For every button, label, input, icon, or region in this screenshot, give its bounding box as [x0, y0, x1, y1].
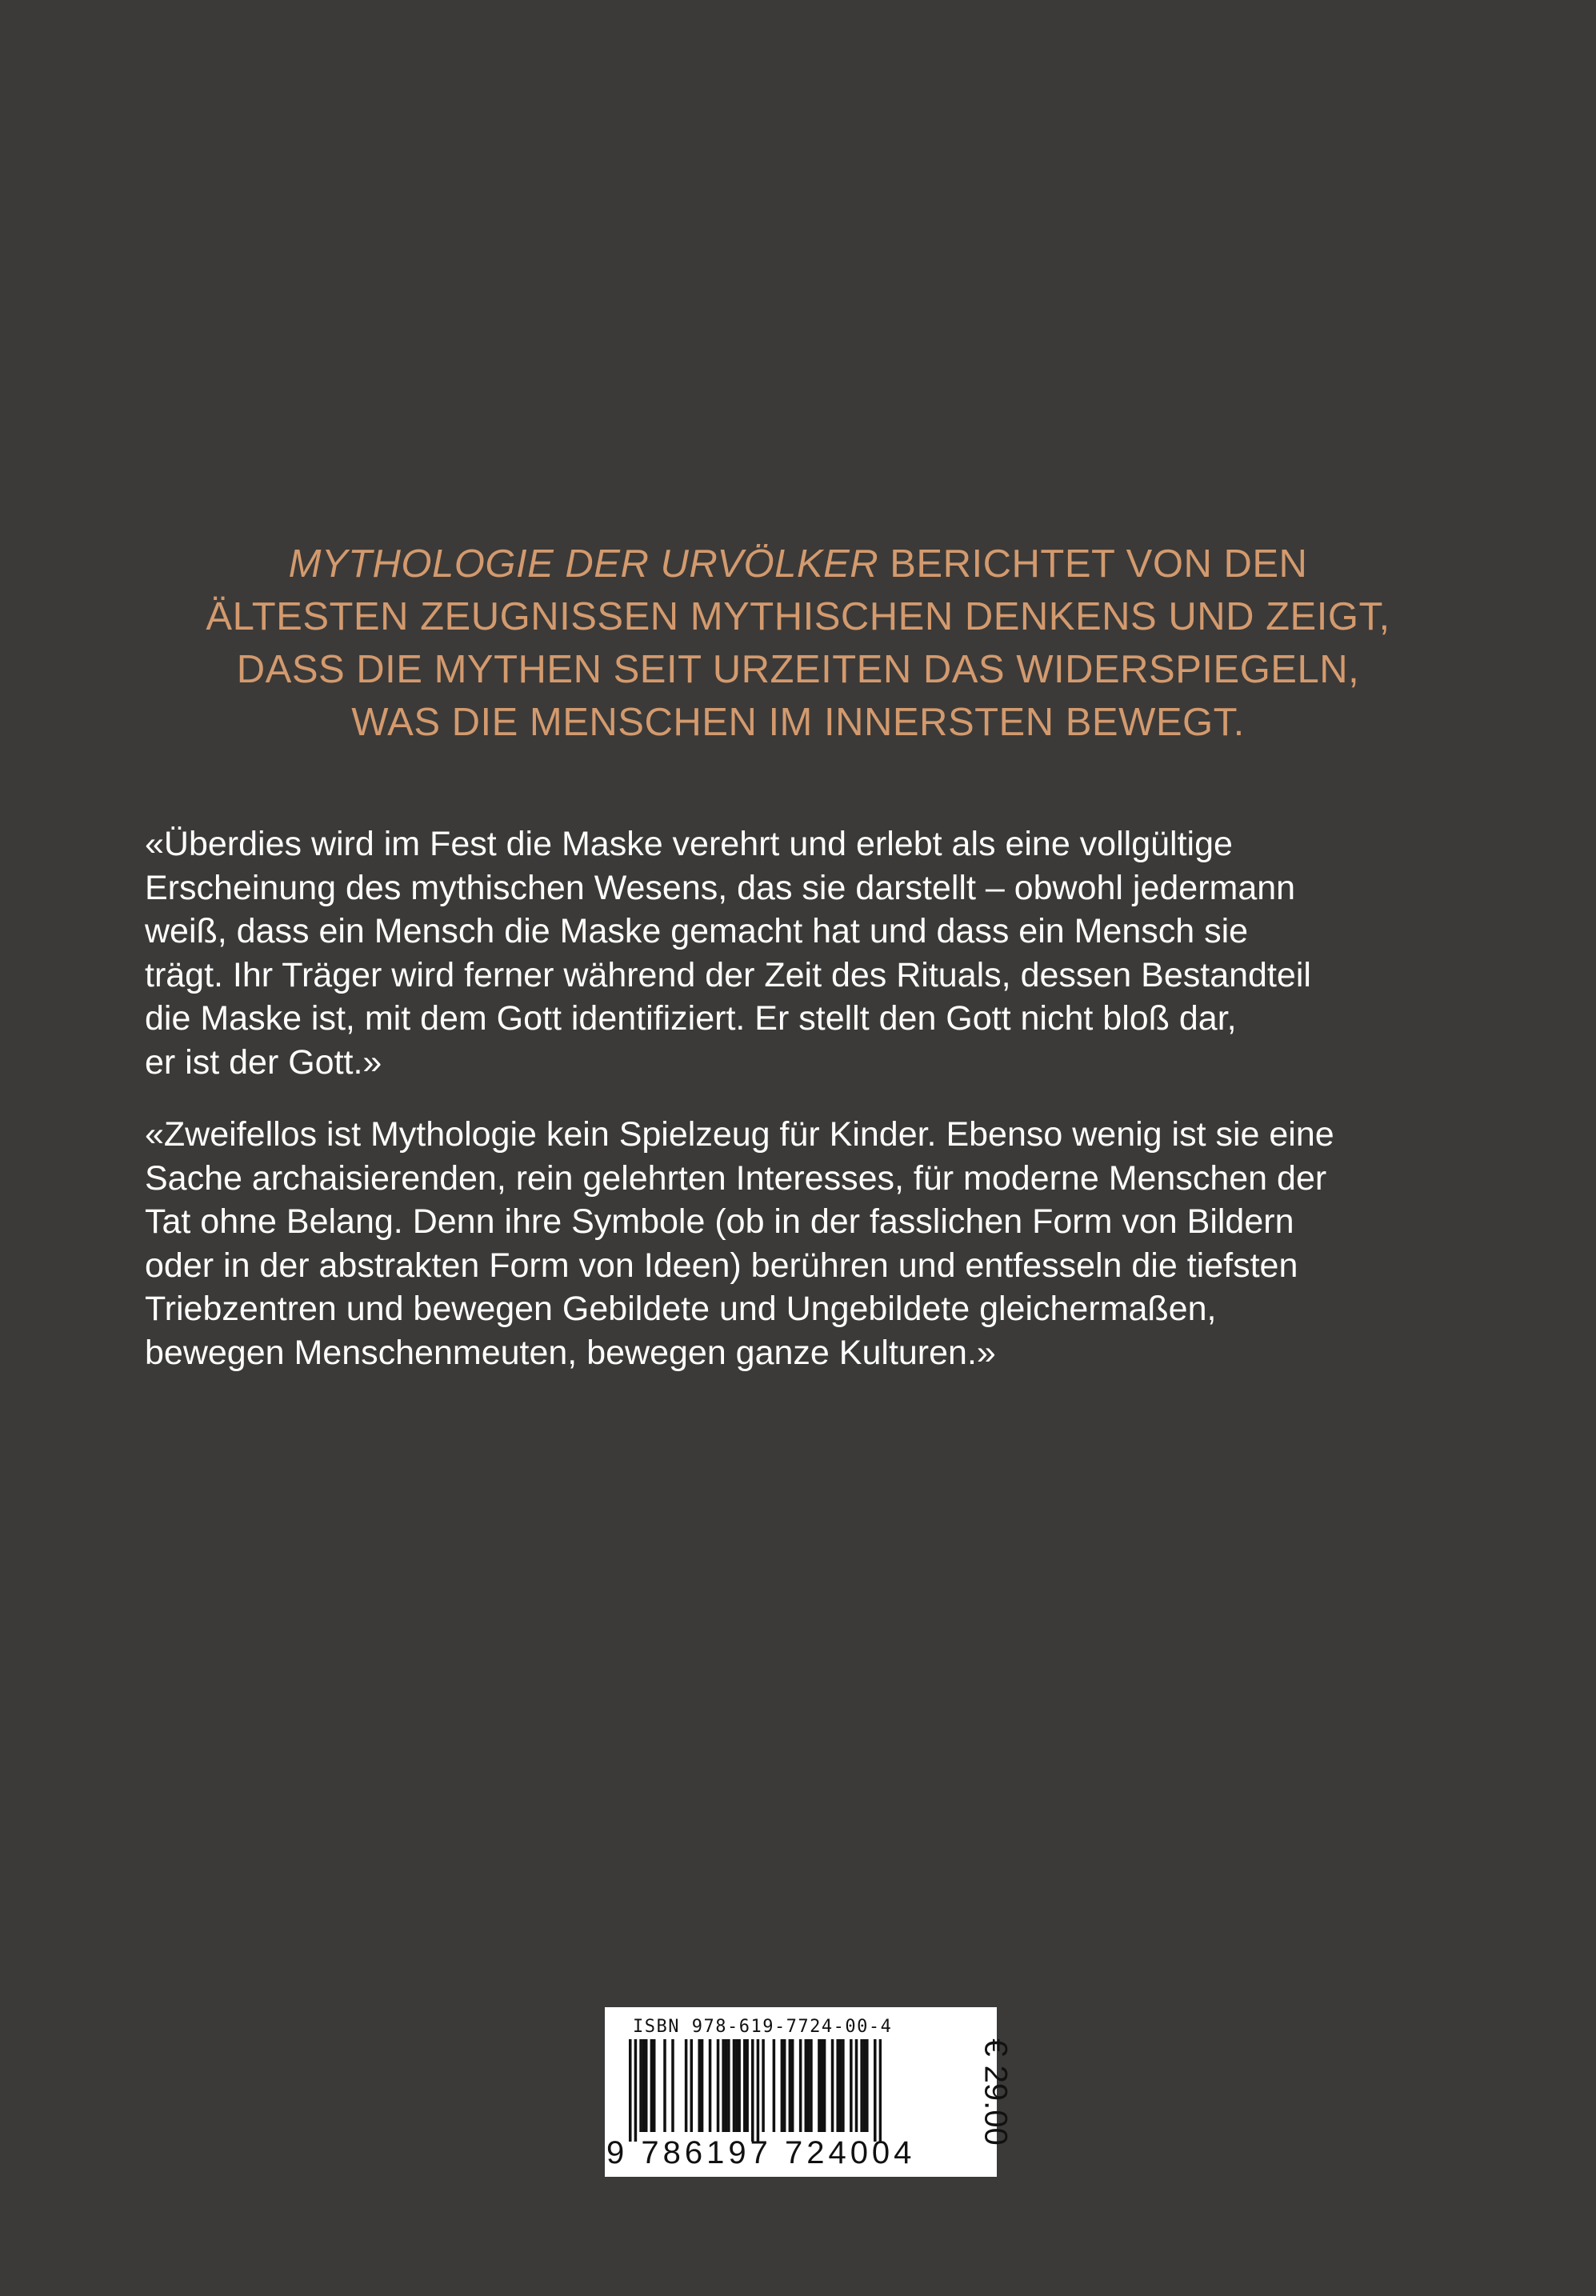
barcode-bar — [773, 2039, 776, 2132]
quote-1-line-3: weiß, dass ein Mensch die Maske gemacht hat und dass ein Mensch sie — [145, 912, 1249, 950]
barcode-bar — [701, 2039, 704, 2132]
headline — [0, 538, 1596, 749]
barcode-bar — [733, 2039, 736, 2132]
barcode-bar — [860, 2039, 863, 2132]
barcode-bar — [842, 2039, 845, 2132]
quote-1-line-6: er ist der Gott.» — [145, 1042, 382, 1082]
barcode-bar — [850, 2039, 853, 2132]
barcode-bar — [839, 2039, 842, 2132]
barcode-label — [605, 2007, 1014, 2177]
barcode-bar — [722, 2039, 725, 2132]
headline-line-2: ÄLTESTEN ZEUGNISSEN MYTHISCHEN DENKENS UND ZEIGT, — [206, 595, 1390, 638]
barcode-bar — [717, 2039, 720, 2132]
barcode-bar — [642, 2039, 646, 2132]
barcode-bar — [645, 2039, 648, 2132]
quote-paragraph-2 — [145, 1113, 1473, 1374]
barcode-bar — [781, 2039, 784, 2132]
barcode-bar — [735, 2039, 738, 2132]
barcode-bar — [650, 2039, 654, 2132]
barcode-bar — [698, 2039, 701, 2132]
quote-1-line-1: «Überdies wird im Fest die Maske verehrt und erlebt als eine vollgültige — [145, 825, 1233, 863]
price-label: € 29.00 — [978, 2038, 1014, 2146]
barcode-bar — [743, 2039, 746, 2132]
barcode-bar — [791, 2039, 794, 2132]
barcode-bar — [751, 2039, 754, 2142]
barcode-bar — [663, 2039, 666, 2132]
barcode-bar — [855, 2039, 858, 2132]
quote-2-line-5: Triebzentren und bewegen Gebildete und Ungebildete gleichermaßen, — [145, 1290, 1217, 1328]
quote-paragraph-1 — [145, 822, 1473, 1084]
barcode-bar — [831, 2039, 834, 2132]
barcode-bar — [762, 2039, 765, 2132]
barcode-bar — [823, 2039, 826, 2132]
barcode-bar — [690, 2039, 694, 2132]
quote-2-line-4: oder in der abstrakten Form von Ideen) berühren und entfesseln die tiefsten — [145, 1246, 1298, 1285]
quote-1-line-5: die Maske ist, mit dem Gott identifiziert. Er stellt den Gott nicht bloß dar, — [145, 999, 1237, 1038]
barcode-bar — [757, 2039, 760, 2142]
barcode-bar — [789, 2039, 792, 2132]
barcode-bar — [727, 2039, 730, 2132]
quote-1-line-4: trägt. Ihr Träger wird ferner während der Zeit des Rituals, dessen Bestandteil — [145, 955, 1311, 994]
quote-2-line-2: Sache archaisierenden, rein gelehrten Interesses, für moderne Menschen der — [145, 1158, 1327, 1198]
barcode-bar — [725, 2039, 728, 2132]
barcode-bar — [818, 2039, 821, 2132]
barcode-bar — [629, 2039, 632, 2142]
barcode-bar — [807, 2039, 810, 2132]
barcode-bar — [746, 2039, 749, 2132]
barcode-bar — [810, 2039, 813, 2132]
quote-2-line-3: Tat ohne Belang. Denn ihre Symbole (ob in der fasslichen Form von Bildern — [145, 1202, 1294, 1241]
barcode-bar — [634, 2039, 638, 2142]
barcode-bar — [805, 2039, 808, 2132]
headline-line-4: WAS DIE MENSCHEN IM INNERSTEN BEWEGT. — [351, 701, 1245, 744]
quote-1-line-2: Erscheinung des mythischen Wesens, das sie darstellt – obwohl jedermann — [145, 868, 1296, 907]
barcode-bar — [685, 2039, 688, 2132]
isbn-text: ISBN 978-619-7724-00-4 — [633, 2017, 893, 2037]
book-title-italic: MYTHOLOGIE DER URVÖLKER — [288, 542, 879, 586]
ean-digits: 9 786197 724004 — [606, 2135, 916, 2170]
barcode-bar — [799, 2039, 802, 2132]
barcode-bar — [866, 2039, 869, 2132]
quote-2-line-1: «Zweifellos ist Mythologie kein Spielzeug für Kinder. Ebenso wenig ist sie eine — [145, 1115, 1334, 1154]
barcode-bar — [653, 2039, 656, 2132]
barcode-bar — [639, 2039, 642, 2132]
headline-line-1-rest: BERICHTET VON DEN — [878, 542, 1308, 586]
barcode-bar — [783, 2039, 786, 2132]
barcode-bar — [874, 2039, 877, 2142]
barcode-bar — [879, 2039, 882, 2142]
barcode-bar — [738, 2039, 741, 2132]
barcode-bar — [709, 2039, 712, 2132]
barcode-bar — [820, 2039, 823, 2132]
quote-2-line-6: bewegen Menschenmeuten, bewegen ganze Kulturen.» — [145, 1333, 996, 1372]
barcode-bar — [836, 2039, 839, 2132]
barcode-bar — [671, 2039, 674, 2132]
barcode-bars — [629, 2039, 882, 2142]
headline-line-3: DASS DIE MYTHEN SEIT URZEITEN DAS WIDERSPIEGELN, — [236, 648, 1360, 691]
barcode-bar — [863, 2039, 866, 2132]
